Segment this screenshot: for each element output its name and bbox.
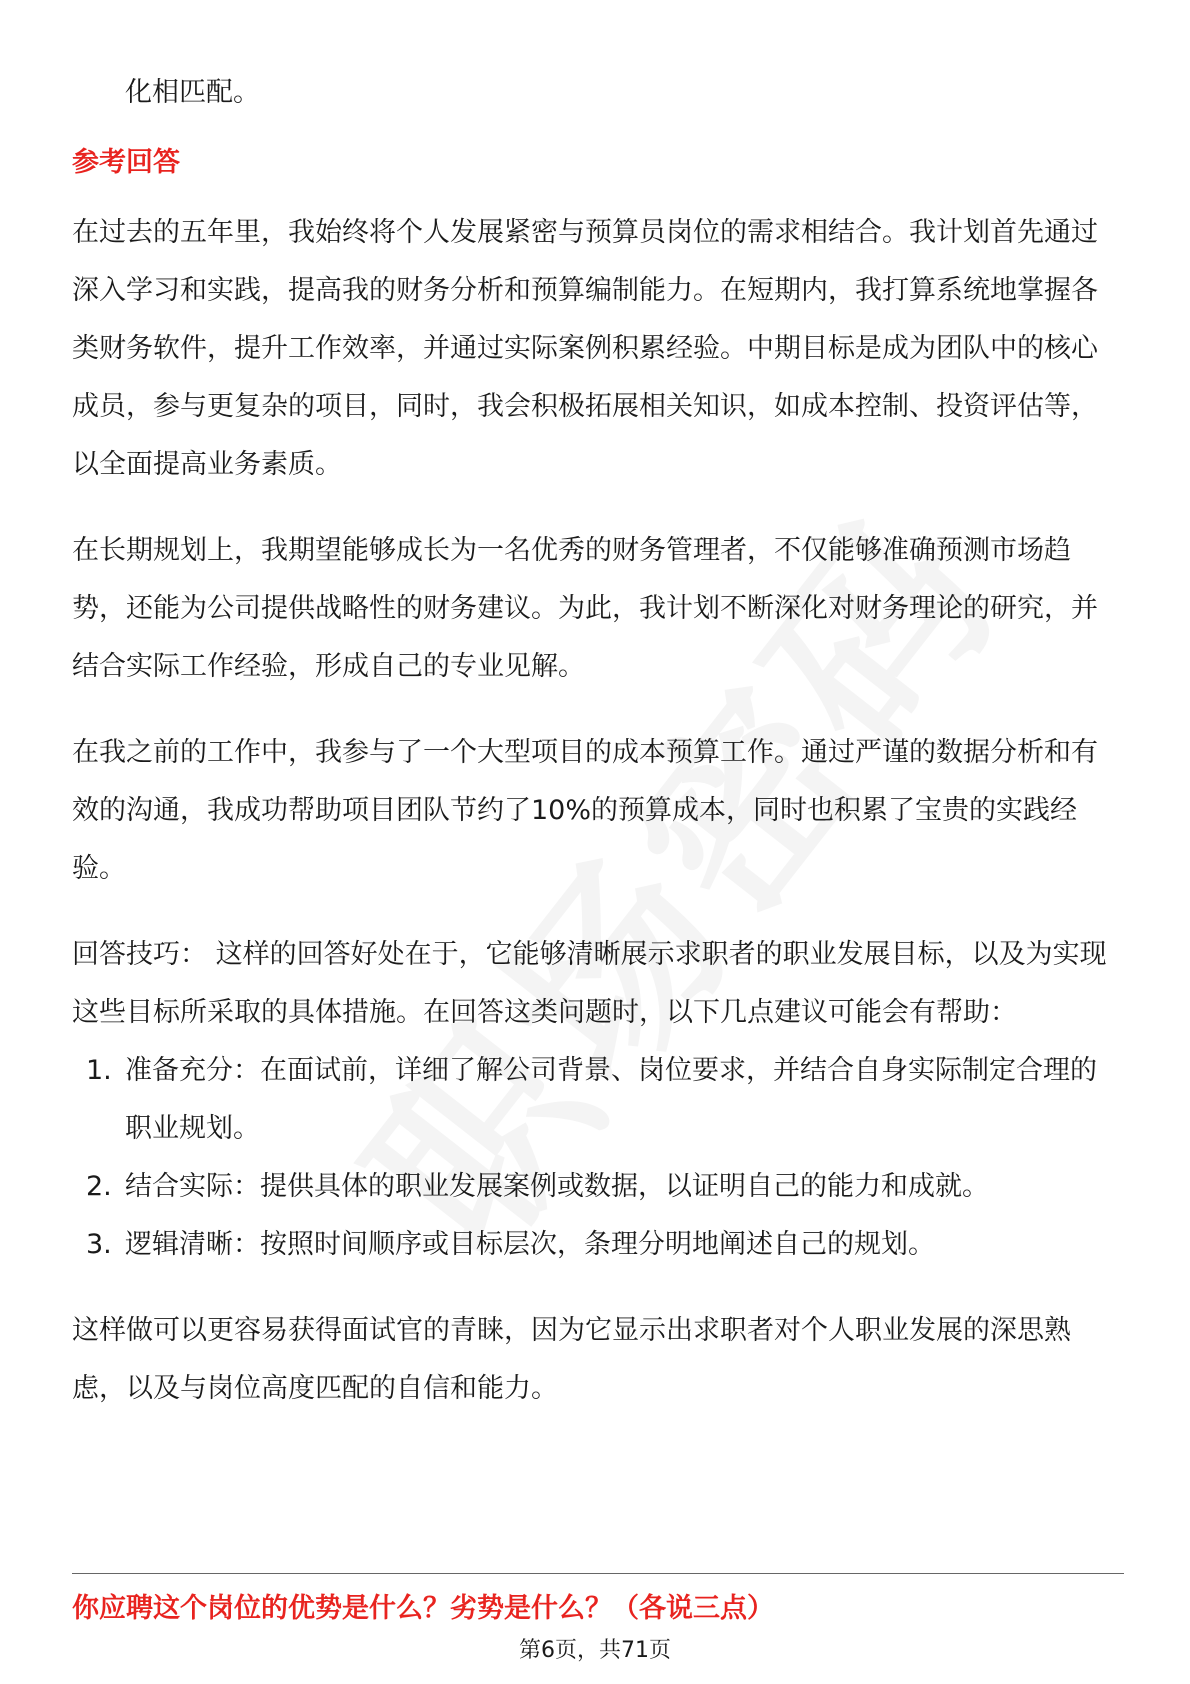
answer-paragraph-3: 在我之前的工作中，我参与了一个大型项目的成本预算工作。通过严谨的数据分析和有效的沟通，我成功帮助项目团队节约了10%的预算成本，同时也积累了宝贵的实践经验。 <box>72 737 1098 884</box>
list-item-text: 准备充分：在面试前，详细了解公司背景、岗位要求，并结合自身实际制定合理的职业规划。 <box>125 1055 1097 1144</box>
answer-paragraph-1: 在过去的五年里，我始终将个人发展紧密与预算员岗位的需求相结合。我计划首先通过深入学习和实践，提高我的财务分析和预算编制能力。在短期内，我打算系统地掌握各类财务软件，提升工作效率，并通过实际案例积累经验。中期目标是成为团队中的核心成员，参与更复杂的项目，同时，我会积极拓展相关知识，如成本控制、投资评估等，以全面提高业务素质。 <box>72 217 1098 480</box>
reference-answer-heading: 参考回答 <box>72 147 180 178</box>
closing-paragraph: 这样做可以更容易获得面试官的青睐，因为它显示出求职者对个人职业发展的深思熟虑，以及与岗位高度匹配的自信和能力。 <box>72 1315 1071 1404</box>
list-item-text: 结合实际：提供具体的职业发展案例或数据，以证明自己的能力和成就。 <box>125 1171 989 1202</box>
tips-list <box>72 1042 1122 1274</box>
list-number: 1. <box>86 1055 112 1086</box>
list-item-text: 逻辑清晰：按照时间顺序或目标层次，条理分明地阐述自己的规划。 <box>125 1229 935 1260</box>
next-question-heading: 你应聘这个岗位的优势是什么？劣势是什么？（各说三点） <box>72 1593 774 1624</box>
list-item <box>72 1158 1122 1216</box>
list-item <box>72 1042 1122 1158</box>
list-item <box>72 1216 1122 1274</box>
answer-paragraph-2: 在长期规划上，我期望能够成长为一名优秀的财务管理者，不仅能够准确预测市场趋势，还能为公司提供战略性的财务建议。为此，我计划不断深化对财务理论的研究，并结合实际工作经验，形成自己的专业见解。 <box>72 535 1098 682</box>
page-content <box>72 64 1122 1418</box>
list-number: 3. <box>86 1229 112 1260</box>
section-divider <box>72 1573 1124 1574</box>
answer-tips-paragraph: 回答技巧： 这样的回答好处在于，它能够清晰展示求职者的职业发展目标，以及为实现这些目标所采取的具体措施。在回答这类问题时，以下几点建议可能会有帮助： <box>72 939 1107 1028</box>
list-number: 2. <box>86 1171 112 1202</box>
page-footer: 第6页，共71页 <box>519 1638 671 1663</box>
continuation-line: 化相匹配。 <box>125 77 260 108</box>
